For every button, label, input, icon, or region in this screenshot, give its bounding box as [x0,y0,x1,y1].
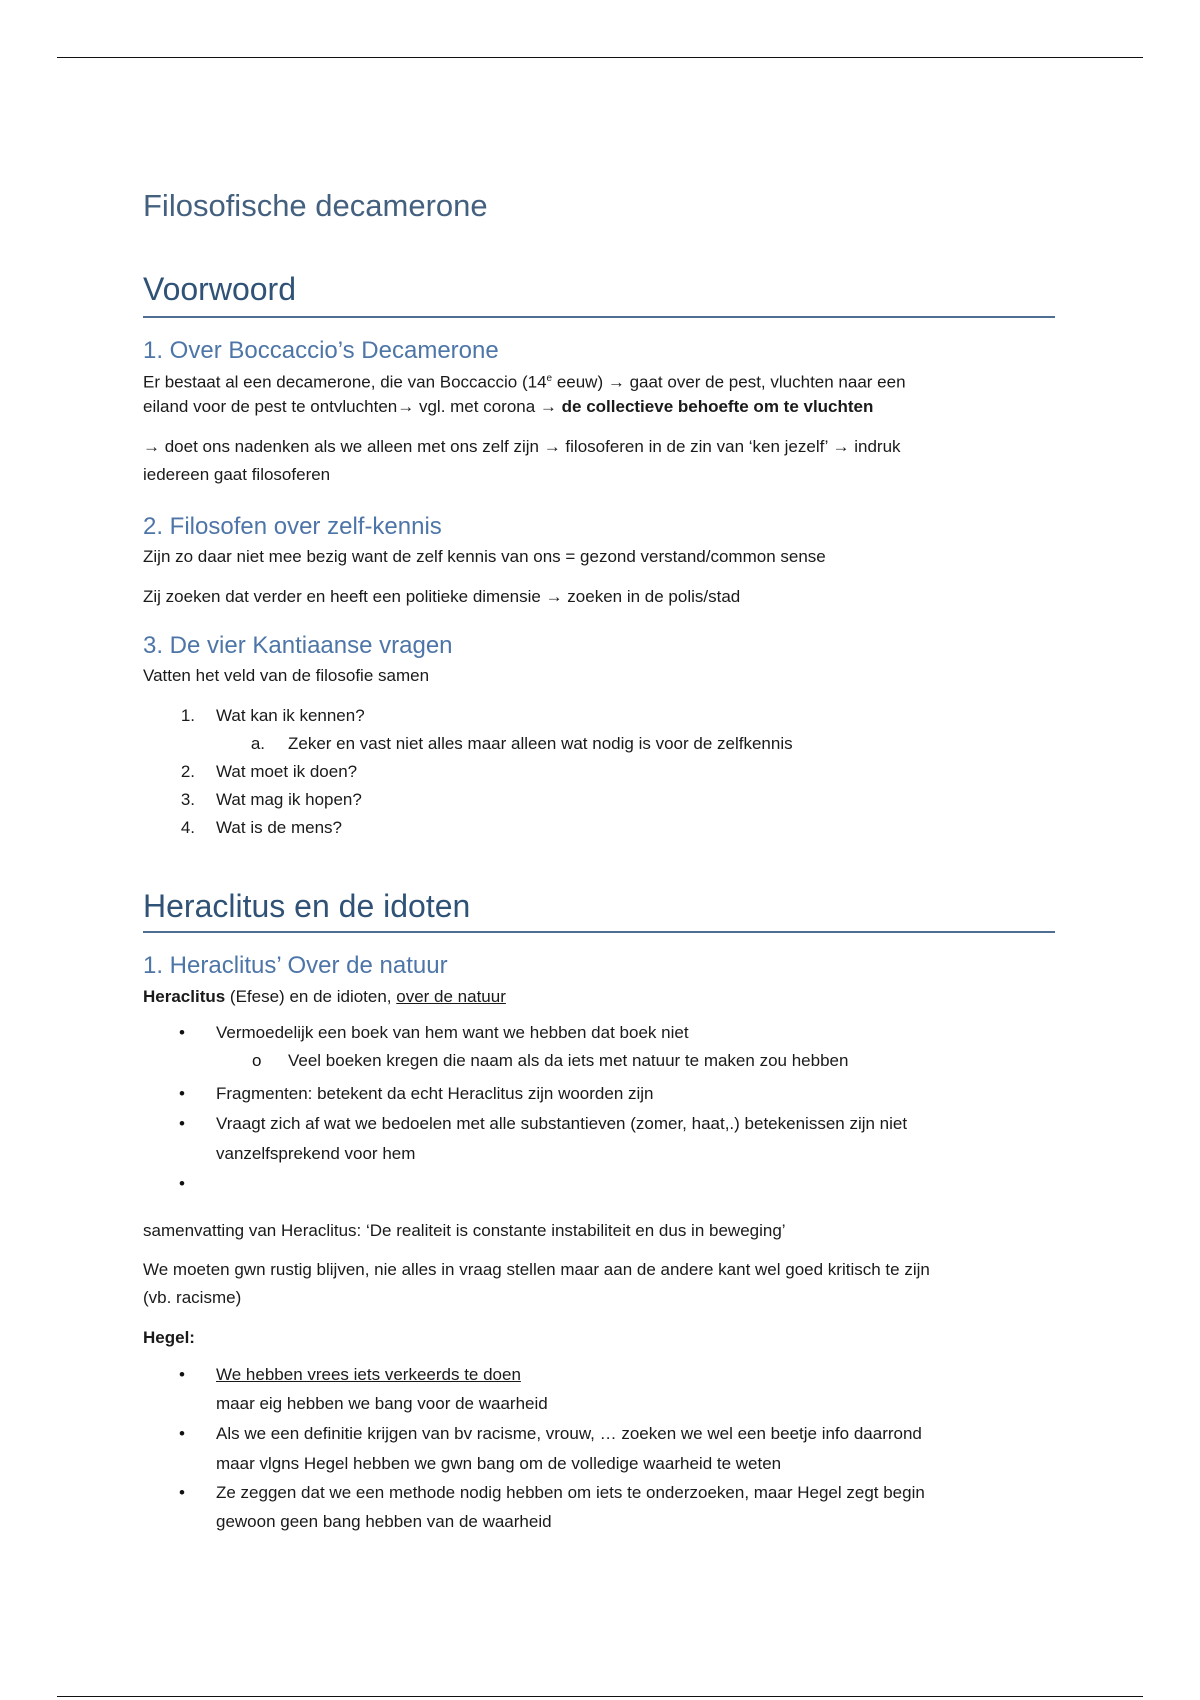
hegel-bullet-line2: maar eig hebben we bang voor de waarheid [216,1394,548,1413]
paragraph-rustig-line1: We moeten gwn rustig blijven, nie alles in vraag stellen maar aan de andere kant wel goed kritisch te zijn [143,1260,930,1279]
arrow-icon: → [539,397,557,416]
arrow-icon: → [543,437,561,456]
list-item: Zeker en vast niet alles maar alleen wat nodig is voor de zelfkennis [288,734,793,753]
hegel-bullet-line2: maar vlgns Hegel hebben we gwn bang om de volledige waarheid te weten [216,1454,782,1473]
text-run: indruk [849,437,901,456]
bullet-icon: • [179,1023,185,1042]
paragraph-samenvatting: samenvatting van Heraclitus: ‘De realiteit is constante instabiliteit en dus in beweging’ [143,1221,786,1240]
paragraph-nadenken-line1 [143,433,901,461]
heading-rule [143,316,1055,318]
bullet-icon: • [179,1174,185,1193]
text-run: Er bestaat al een decamerone, die van Boccaccio (14 [143,372,547,392]
bullet-icon: • [179,1365,185,1384]
paragraph-heraclitus-intro [143,983,506,1011]
list-number: 4. [180,818,195,837]
list-item: Wat kan ik kennen? [216,706,365,725]
list-item: Wat moet ik doen? [216,762,358,781]
text-run: zoeken in de polis/stad [562,587,741,606]
list-number: 1. [180,706,195,725]
section-heading-zelfkennis: 2. Filosofen over zelf-kennis [143,513,442,540]
hegel-bullet-line2: gewoon geen bang hebben van de waarheid [216,1512,552,1531]
sub-bullet-item: Veel boeken kregen die naam als da iets met natuur te maken zou hebben [288,1051,849,1070]
paragraph-boccaccio-line2 [143,393,873,421]
heading-rule [143,931,1055,933]
list-item: Wat mag ik hopen? [216,790,362,809]
section-heading-over-de-natuur: 1. Heraclitus’ Over de natuur [143,952,448,979]
list-letter: a. [250,734,265,753]
text-run: doet ons nadenken als we alleen met ons zelf zijn [160,437,544,456]
document-title: Filosofische decamerone [143,188,488,223]
arrow-icon: → [832,437,850,456]
hegel-bullet-line1: We hebben vrees iets verkeerds te doen [216,1365,521,1384]
page-bottom-rule [57,1696,1143,1697]
arrow-icon: → [607,372,625,392]
underlined-text: over de natuur [396,987,506,1006]
text-run: Zij zoeken dat verder en heeft een politieke dimensie [143,587,546,606]
list-number: 2. [180,762,195,781]
bullet-icon: • [179,1424,185,1443]
arrow-icon: → [143,437,160,456]
bullet-item: Fragmenten: betekent da echt Heraclitus zijn woorden zijn [216,1084,654,1103]
paragraph-nadenken-line2: iedereen gaat filosoferen [143,465,331,484]
bullet-icon: • [179,1114,185,1133]
text-run: eiland voor de pest te ontvluchten [143,397,398,416]
bold-text: de collectieve behoefte om te vluchten [561,397,874,416]
bullet-item: Vraagt zich af wat we bedoelen met alle substantieven (zomer, haat,.) betekenissen zijn niet [216,1114,908,1133]
list-number: 3. [180,790,195,809]
bullet-icon: • [179,1483,185,1502]
sub-bullet-icon: o [252,1051,262,1070]
text-run: eeuw) [552,372,608,392]
hegel-bullet-line1: Als we een definitie krijgen van bv racisme, vrouw, … zoeken we wel een beetje info daarrond [216,1424,922,1443]
hegel-bullet-line1: Ze zeggen dat we een methode nodig hebben om iets te onderzoeken, maar Hegel zegt begin [216,1483,925,1502]
bullet-icon: • [179,1084,185,1103]
paragraph-kant-intro: Vatten het veld van de filosofie samen [143,666,430,685]
hegel-label: Hegel: [143,1328,195,1347]
paragraph-zelfkennis-1: Zijn zo daar niet mee bezig want de zelf kennis van ons = gezond verstand/common sense [143,547,826,566]
page-top-rule [57,57,1143,58]
text-run: filosoferen in de zin van ‘ken jezelf’ [560,437,833,456]
text-run: (Efese) en de idioten, [225,987,397,1006]
text-run: gaat over de pest, vluchten naar een [624,372,906,392]
superscript: e [546,373,553,384]
bullet-item: Vermoedelijk een boek van hem want we hebben dat boek niet [216,1023,689,1042]
text-run: vgl. met corona [414,397,540,416]
heading-voorwoord: Voorwoord [143,271,296,307]
section-heading-boccaccio: 1. Over Boccaccio’s Decamerone [143,337,499,364]
heading-heraclitus: Heraclitus en de idoten [143,888,471,924]
section-heading-kantiaanse-vragen: 3. De vier Kantiaanse vragen [143,632,453,659]
bullet-item-continuation: vanzelfsprekend voor hem [216,1144,416,1163]
arrow-icon: → [397,397,415,416]
arrow-icon: → [545,587,563,606]
bold-text: Heraclitus [143,987,226,1006]
paragraph-zelfkennis-2 [143,583,740,611]
paragraph-boccaccio-line1 [143,365,906,397]
paragraph-rustig-line2: (vb. racisme) [143,1288,242,1307]
list-item: Wat is de mens? [216,818,342,837]
